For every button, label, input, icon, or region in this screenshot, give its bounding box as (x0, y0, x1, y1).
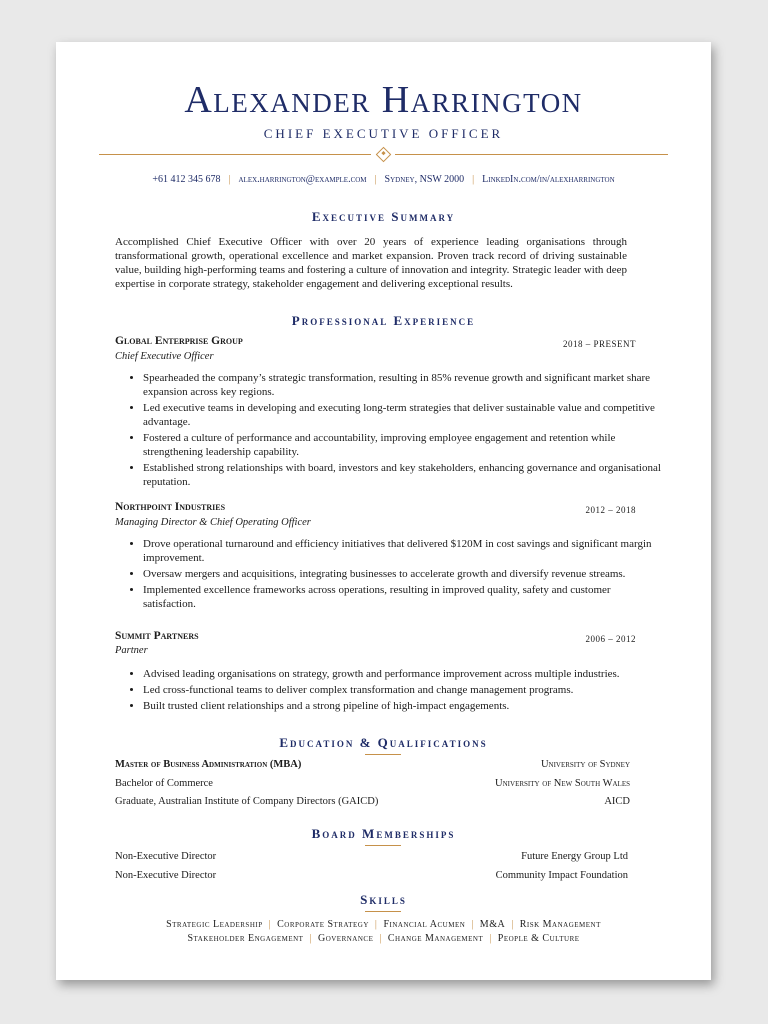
separator: | (228, 174, 231, 185)
separator: | (471, 919, 474, 930)
summary-text: Accomplished Chief Executive Officer with over 20 years of experience leading organisations through transformational growth, operational excellence and market expansion. Proven track record of driving sustainable value, building high-performing teams and fostering a culture of innovation and integrity. Strategic leader with deep expertise in corporate strategy, stakeholder engagement and delivering exceptional results. (115, 236, 627, 290)
job-bullet: • Fostered a culture of performance and accountability, improving employee engagement and retention while strengthening leadership capability. (143, 431, 663, 459)
contact-email: alex.harrington@example.com (238, 174, 367, 185)
skill-item: Strategic Leadership (166, 919, 263, 930)
board-role: Non-Executive Director (115, 870, 217, 881)
job-title: Partner (115, 645, 148, 656)
contact-line (56, 174, 711, 185)
job-company: Northpoint Industries (115, 501, 226, 513)
skill-item: Risk Management (519, 919, 601, 930)
contact-phone: +61 412 345 678 (152, 174, 221, 185)
separator: | (374, 919, 378, 930)
header-divider-right (395, 154, 668, 155)
job-bullet: • Led executive teams in developing and executing long-term strategies that deliver sustainable value and competitive advantage. (143, 401, 663, 429)
ornament-diamond-icon (376, 147, 392, 163)
education-degree: Bachelor of Commerce (115, 778, 213, 789)
job-bullets (115, 667, 663, 715)
job-dates: 2012 – 2018 (585, 505, 636, 515)
candidate-role: CHIEF EXECUTIVE OFFICER (263, 126, 504, 141)
job-company: Global Enterprise Group (115, 335, 243, 347)
board-role: Non-Executive Director (115, 851, 217, 862)
separator: | (489, 933, 492, 944)
job-bullet: • Established strong relationships with board, investors and key stakeholders, enhancing governance and organisational reputation. (143, 461, 663, 489)
section-underline (365, 845, 401, 846)
education-heading: Education & Qualifications (279, 735, 488, 750)
education-degree: Master of Business Administration (MBA) (115, 759, 302, 770)
job-bullet: • Oversaw mergers and acquisitions, integrating businesses to accelerate growth and diversify revenue streams. (143, 567, 663, 581)
contact-location: Sydney, NSW 2000 (384, 174, 465, 185)
job-dates: 2018 – PRESENT (562, 339, 636, 349)
candidate-name: Alexander Harrington (184, 79, 583, 121)
education-institution: AICD (604, 796, 630, 807)
job-bullet: • Implemented excellence frameworks across operations, resulting in improved quality, safety and customer satisfaction. (143, 583, 663, 611)
separator: | (309, 933, 312, 944)
summary-heading: Executive Summary (311, 209, 456, 224)
skill-item: M&A (479, 919, 506, 930)
contact-linkedin: LinkedIn.com/in/alexharrington (482, 174, 615, 185)
skill-item: Change Management (387, 933, 484, 944)
resume-page (56, 42, 711, 980)
skills-row (56, 933, 711, 944)
job-dates: 2006 – 2012 (585, 634, 636, 644)
separator: | (511, 919, 514, 930)
education-institution: University of New South Wales (495, 778, 630, 789)
job-bullet: • Built trusted client relationships and a strong pipeline of high-impact engagements. (143, 699, 663, 713)
separator: | (268, 919, 272, 930)
skill-item: Financial Acumen (383, 919, 466, 930)
job-bullets (115, 371, 663, 491)
job-title: Managing Director & Chief Operating Officer (115, 517, 311, 528)
job-company: Summit Partners (115, 630, 199, 642)
skill-item: Stakeholder Engagement (187, 933, 304, 944)
section-underline (365, 911, 401, 912)
skill-item: Governance (317, 933, 374, 944)
skills-row (56, 919, 711, 930)
job-title: Chief Executive Officer (115, 351, 214, 362)
job-bullet: • Drove operational turnaround and efficiency initiatives that delivered $120M in cost savings and significant margin improvement. (143, 537, 663, 565)
skill-item: Corporate Strategy (277, 919, 369, 930)
board-org: Community Impact Foundation (495, 870, 628, 881)
separator: | (472, 174, 475, 185)
separator: | (379, 933, 382, 944)
education-degree: Graduate, Australian Institute of Company Directors (GAICD) (115, 796, 379, 807)
job-bullet: • Spearheaded the company’s strategic transformation, resulting in 85% revenue growth and significant market share expansion across key regions. (143, 371, 663, 399)
job-bullets (115, 537, 663, 613)
separator: | (374, 174, 377, 185)
job-bullet: • Led cross-functional teams to deliver complex transformation and change management programs. (143, 683, 663, 697)
board-heading: Board Memberships (311, 826, 456, 841)
job-bullet: • Advised leading organisations on strategy, growth and performance improvement across multiple industries. (143, 667, 663, 681)
experience-heading: Professional Experience (291, 313, 476, 328)
skills-heading: Skills (360, 892, 407, 907)
header-divider-left (99, 154, 371, 155)
board-org: Future Energy Group Ltd (521, 851, 628, 862)
skill-item: People & Culture (497, 933, 580, 944)
education-institution: University of Sydney (540, 759, 630, 770)
section-underline (365, 754, 401, 755)
